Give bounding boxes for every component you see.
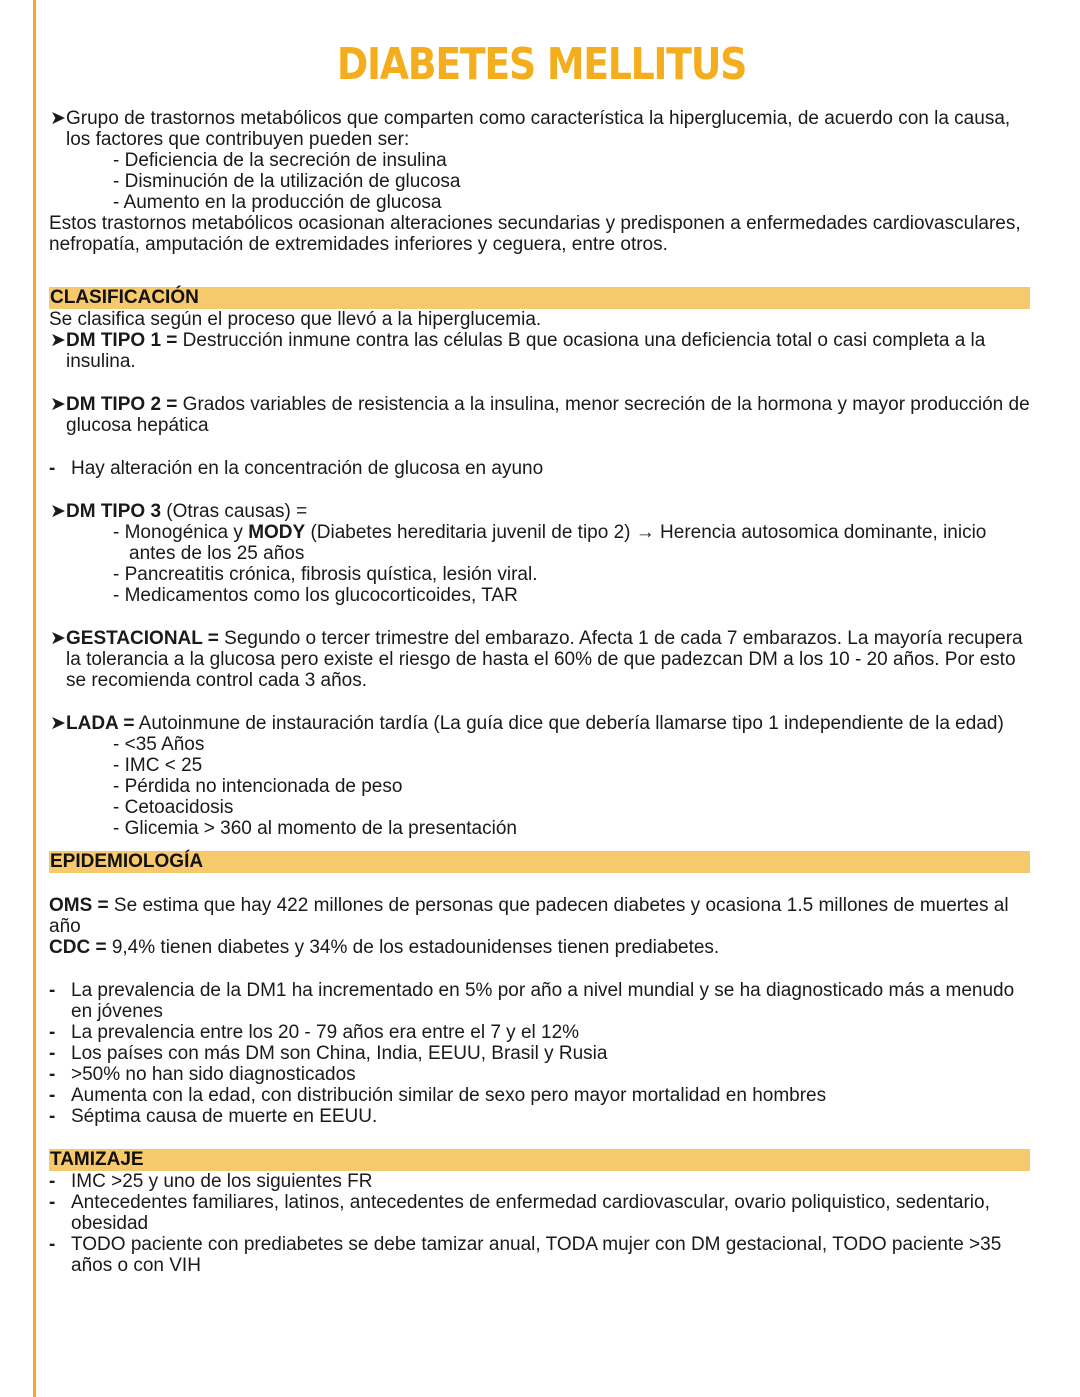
dash-bullet-icon: - bbox=[49, 1064, 56, 1085]
oms-paragraph bbox=[49, 895, 1034, 937]
dm-tipo-2-note bbox=[49, 458, 1034, 479]
page-title: DIABETES MELLITUS bbox=[336, 39, 747, 90]
cdc-text: 9,4% tienen diabetes y 34% de los estadounidenses tienen prediabetes. bbox=[106, 937, 720, 958]
dm-tipo-3-item-text: - Monogénica y bbox=[113, 522, 249, 543]
section-heading-clasificacion: CLASIFICACIÓN bbox=[49, 287, 1030, 309]
clasificacion-lead: Se clasifica según el proceso que llevó a la hiperglucemia. bbox=[49, 309, 542, 330]
dash-bullet-icon: - bbox=[49, 980, 56, 1001]
oms-label: OMS = bbox=[49, 895, 109, 916]
lada-item: - <35 Años bbox=[113, 734, 205, 755]
epidemiologia-bullet-text: >50% no han sido diagnosticados bbox=[71, 1064, 356, 1085]
dm-tipo-3-text: (Otras causas) = bbox=[161, 501, 308, 522]
dm-tipo-3-item: - Medicamentos como los glucocorticoides, TAR bbox=[113, 585, 518, 606]
dash-bullet-icon: - bbox=[49, 1022, 56, 1043]
dash-bullet-icon: - bbox=[49, 1234, 56, 1255]
epidemiologia-bullet-text: La prevalencia entre los 20 - 79 años era entre el 7 y el 12% bbox=[71, 1022, 580, 1043]
arrow-bullet-icon: ➤ bbox=[50, 108, 66, 129]
dm-tipo-3-item bbox=[49, 522, 1034, 564]
dm-tipo-1-label: DM TIPO 1 = bbox=[66, 330, 178, 351]
epidemiologia-bullet bbox=[49, 980, 1034, 1022]
lada-item: - Cetoacidosis bbox=[113, 797, 234, 818]
dm-tipo-3-item: - Pancreatitis crónica, fibrosis quística, lesión viral. bbox=[113, 564, 538, 585]
tamizaje-bullet bbox=[49, 1192, 1034, 1234]
intro-closing: Estos trastornos metabólicos ocasionan alteraciones secundarias y predisponen a enfermedades cardiovasculares, nefropatía, amputación de extremidades inferiores y ceguera, entre otros. bbox=[49, 213, 1021, 255]
lada-text: Autoinmune de instauración tardía (La guía dice que debería llamarse tipo 1 independiente de la edad) bbox=[134, 713, 1004, 734]
document-page bbox=[49, 36, 1034, 1276]
tamizaje-bullet bbox=[49, 1171, 1034, 1192]
tamizaje-bullet-text: TODO paciente con prediabetes se debe tamizar anual, TODA mujer con DM gestacional, TODO paciente >35 años o con VIH bbox=[71, 1234, 1002, 1276]
gestacional bbox=[49, 628, 1034, 691]
dm-tipo-2-label: DM TIPO 2 = bbox=[66, 394, 178, 415]
dash-bullet-icon: - bbox=[49, 1106, 56, 1127]
lada-item: - Glicemia > 360 al momento de la presentación bbox=[113, 818, 517, 839]
dash-bullet-icon: - bbox=[49, 458, 56, 479]
gestacional-label: GESTACIONAL = bbox=[66, 628, 219, 649]
intro-text: Grupo de trastornos metabólicos que comparten como característica la hiperglucemia, de acuerdo con la causa, los factores que contribuyen pueden ser: bbox=[66, 108, 1011, 150]
dash-bullet-icon: - bbox=[49, 1192, 56, 1213]
lada-item: - IMC < 25 bbox=[113, 755, 203, 776]
dm-tipo-3 bbox=[49, 501, 1034, 522]
epidemiologia-bullet bbox=[49, 1043, 1034, 1064]
epidemiologia-bullet bbox=[49, 1106, 1034, 1127]
epidemiologia-bullet-text: Aumenta con la edad, con distribución similar de sexo pero mayor mortalidad en hombres bbox=[71, 1085, 827, 1106]
epidemiologia-bullet bbox=[49, 1064, 1034, 1085]
dash-bullet-icon: - bbox=[49, 1043, 56, 1064]
arrow-bullet-icon: ➤ bbox=[50, 330, 66, 351]
mody-label: MODY bbox=[248, 522, 306, 543]
dash-bullet-icon: - bbox=[49, 1085, 56, 1106]
section-heading-epidemiologia: EPIDEMIOLOGÍA bbox=[49, 851, 1030, 873]
intro-paragraph bbox=[49, 108, 1034, 150]
lada-item: - Pérdida no intencionada de peso bbox=[113, 776, 403, 797]
dm-tipo-2-text: Grados variables de resistencia a la insulina, menor secreción de la hormona y mayor producción de glucosa hepática bbox=[66, 394, 1030, 436]
tamizaje-bullet-text: IMC >25 y uno de los siguientes FR bbox=[71, 1171, 373, 1192]
epidemiologia-bullet-text: Los países con más DM son China, India, EEUU, Brasil y Rusia bbox=[71, 1043, 608, 1064]
epidemiologia-bullet bbox=[49, 1085, 1034, 1106]
margin-line bbox=[33, 0, 36, 1397]
oms-text: Se estima que hay 422 millones de personas que padecen diabetes y ocasiona 1.5 millones de muertes al año bbox=[49, 895, 1009, 937]
factor-item: - Deficiencia de la secreción de insulina bbox=[113, 150, 447, 171]
epidemiologia-bullet-text: La prevalencia de la DM1 ha incrementado en 5% por año a nivel mundial y se ha diagnosticado más a menudo en jóvenes bbox=[71, 980, 1015, 1022]
dm-tipo-3-label: DM TIPO 3 bbox=[66, 501, 162, 522]
dm-tipo-1-text: Destrucción inmune contra las células B que ocasiona una deficiencia total o casi completa a la insulina. bbox=[66, 330, 986, 372]
cdc-label: CDC = bbox=[49, 937, 107, 958]
tamizaje-bullet bbox=[49, 1234, 1034, 1276]
lada-label: LADA = bbox=[66, 713, 135, 734]
cdc-paragraph bbox=[49, 937, 1034, 958]
factor-item: - Disminución de la utilización de glucosa bbox=[113, 171, 461, 192]
dash-bullet-icon: - bbox=[49, 1171, 56, 1192]
factor-item: - Aumento en la producción de glucosa bbox=[113, 192, 442, 213]
dm-tipo-2 bbox=[49, 394, 1034, 436]
arrow-bullet-icon: ➤ bbox=[50, 628, 66, 649]
tamizaje-bullet-text: Antecedentes familiares, latinos, antecedentes de enfermedad cardiovascular, ovario poliquistico, sedentario, obesidad bbox=[71, 1192, 990, 1234]
epidemiologia-bullet-text: Séptima causa de muerte en EEUU. bbox=[71, 1106, 378, 1127]
dm-tipo-3-item-text: (Diabetes hereditaria juvenil de tipo 2) → Herencia autosomica dominante, inicio antes de los 25 años bbox=[129, 522, 987, 564]
arrow-bullet-icon: ➤ bbox=[50, 713, 66, 734]
section-heading-tamizaje: TAMIZAJE bbox=[49, 1149, 1030, 1171]
dm-tipo-2-note-text: Hay alteración en la concentración de glucosa en ayuno bbox=[71, 458, 544, 479]
gestacional-text: Segundo o tercer trimestre del embarazo. Afecta 1 de cada 7 embarazos. La mayoría recupera la tolerancia a la glucosa pero existe el riesgo de hasta el 60% de que padezcan DM a los 10 - 20 años. Por esto se recomienda control cada 3 años. bbox=[66, 628, 1023, 691]
epidemiologia-bullet bbox=[49, 1022, 1034, 1043]
dm-tipo-1 bbox=[49, 330, 1034, 372]
arrow-bullet-icon: ➤ bbox=[50, 501, 66, 522]
lada bbox=[49, 713, 1034, 734]
arrow-bullet-icon: ➤ bbox=[50, 394, 66, 415]
